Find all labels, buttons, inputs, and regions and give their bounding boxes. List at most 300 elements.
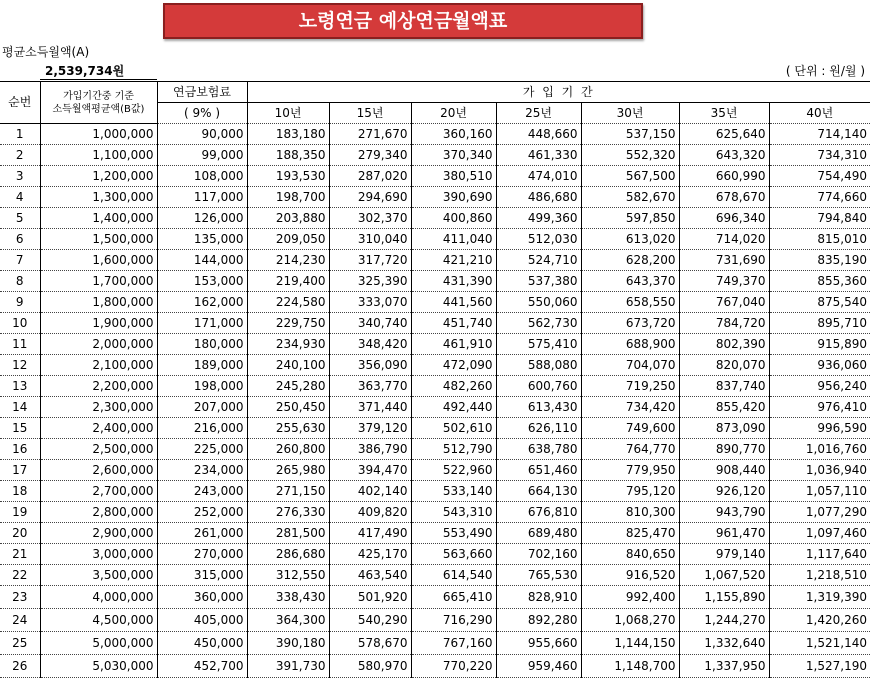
cell-year-30[interactable]: 1,148,700: [581, 655, 679, 678]
header-period: 가 입 기 간: [247, 82, 870, 103]
cell-year-10[interactable]: 224,580: [247, 292, 329, 313]
cell-premium[interactable]: 144,000: [157, 250, 247, 271]
cell-year-35[interactable]: 979,140: [679, 544, 769, 565]
cell-premium[interactable]: 180,000: [157, 334, 247, 355]
cell-year-10[interactable]: 214,230: [247, 250, 329, 271]
table-row: [0, 565, 870, 586]
cell-base-income[interactable]: 1,200,000: [40, 166, 157, 187]
cell-premium[interactable]: 207,000: [157, 397, 247, 418]
cell-year-10[interactable]: 198,700: [247, 187, 329, 208]
cell-year-30[interactable]: 779,950: [581, 460, 679, 481]
cell-year-25[interactable]: 575,410: [496, 334, 581, 355]
cell-year-40[interactable]: 996,590: [769, 418, 870, 439]
cell-year-15[interactable]: 310,040: [329, 229, 411, 250]
cell-year-35[interactable]: 855,420: [679, 397, 769, 418]
cell-year-25[interactable]: 448,660: [496, 124, 581, 145]
header-year-15: 15년: [329, 103, 411, 124]
cell-base-income[interactable]: 5,000,000: [40, 632, 157, 655]
cell-year-15[interactable]: 371,440: [329, 397, 411, 418]
cell-base-income[interactable]: 5,030,000: [40, 655, 157, 678]
cell-no[interactable]: 22: [0, 565, 40, 586]
cell-base-income[interactable]: 1,000,000: [40, 124, 157, 145]
cell-no[interactable]: 23: [0, 586, 40, 609]
cell-year-30[interactable]: 734,420: [581, 397, 679, 418]
cell-premium[interactable]: 162,000: [157, 292, 247, 313]
cell-premium[interactable]: 153,000: [157, 271, 247, 292]
cell-base-income[interactable]: 4,000,000: [40, 586, 157, 609]
table-row: [0, 334, 870, 355]
cell-year-10[interactable]: 188,350: [247, 145, 329, 166]
cell-no[interactable]: 14: [0, 397, 40, 418]
cell-year-30[interactable]: 992,400: [581, 586, 679, 609]
cell-year-25[interactable]: 626,110: [496, 418, 581, 439]
table-row: [0, 250, 870, 271]
cell-no[interactable]: 17: [0, 460, 40, 481]
table-body: [0, 124, 870, 678]
table-row: [0, 313, 870, 334]
cell-year-15[interactable]: 271,670: [329, 124, 411, 145]
table-row: [0, 439, 870, 460]
cell-no[interactable]: 10: [0, 313, 40, 334]
cell-base-income[interactable]: 2,100,000: [40, 355, 157, 376]
cell-year-30[interactable]: 597,850: [581, 208, 679, 229]
cell-year-10[interactable]: 391,730: [247, 655, 329, 678]
cell-premium[interactable]: 360,000: [157, 586, 247, 609]
cell-year-25[interactable]: 765,530: [496, 565, 581, 586]
table-row: [0, 208, 870, 229]
cell-year-10[interactable]: 286,680: [247, 544, 329, 565]
cell-year-35[interactable]: 714,020: [679, 229, 769, 250]
cell-year-40[interactable]: 976,410: [769, 397, 870, 418]
cell-year-10[interactable]: 183,180: [247, 124, 329, 145]
cell-year-30[interactable]: 825,470: [581, 523, 679, 544]
cell-no[interactable]: 13: [0, 376, 40, 397]
cell-year-40[interactable]: 835,190: [769, 250, 870, 271]
cell-year-20[interactable]: 472,090: [411, 355, 496, 376]
cell-year-15[interactable]: 333,070: [329, 292, 411, 313]
cell-year-40[interactable]: 875,540: [769, 292, 870, 313]
cell-year-15[interactable]: 417,490: [329, 523, 411, 544]
cell-year-15[interactable]: 580,970: [329, 655, 411, 678]
cell-year-40[interactable]: 1,521,140: [769, 632, 870, 655]
cell-year-25[interactable]: 689,480: [496, 523, 581, 544]
cell-year-25[interactable]: 562,730: [496, 313, 581, 334]
cell-year-15[interactable]: 501,920: [329, 586, 411, 609]
cell-year-20[interactable]: 543,310: [411, 502, 496, 523]
cell-year-40[interactable]: 1,057,110: [769, 481, 870, 502]
cell-year-10[interactable]: 240,100: [247, 355, 329, 376]
table-row: [0, 397, 870, 418]
cell-year-40[interactable]: 1,077,290: [769, 502, 870, 523]
cell-year-40[interactable]: 936,060: [769, 355, 870, 376]
cell-year-20[interactable]: 390,690: [411, 187, 496, 208]
cell-year-40[interactable]: 1,218,510: [769, 565, 870, 586]
table-row: [0, 145, 870, 166]
cell-premium[interactable]: 126,000: [157, 208, 247, 229]
cell-year-20[interactable]: 441,560: [411, 292, 496, 313]
cell-premium[interactable]: 108,000: [157, 166, 247, 187]
cell-year-30[interactable]: 840,650: [581, 544, 679, 565]
cell-year-20[interactable]: 411,040: [411, 229, 496, 250]
cell-no[interactable]: 25: [0, 632, 40, 655]
cell-year-35[interactable]: 1,337,950: [679, 655, 769, 678]
cell-year-15[interactable]: 302,370: [329, 208, 411, 229]
cell-year-30[interactable]: 552,320: [581, 145, 679, 166]
cell-year-40[interactable]: 915,890: [769, 334, 870, 355]
cell-year-35[interactable]: 873,090: [679, 418, 769, 439]
cell-year-35[interactable]: 767,040: [679, 292, 769, 313]
cell-year-20[interactable]: 770,220: [411, 655, 496, 678]
cell-year-40[interactable]: 1,319,390: [769, 586, 870, 609]
cell-year-10[interactable]: 219,400: [247, 271, 329, 292]
cell-year-25[interactable]: 828,910: [496, 586, 581, 609]
cell-year-30[interactable]: 628,200: [581, 250, 679, 271]
cell-year-40[interactable]: 794,840: [769, 208, 870, 229]
cell-year-30[interactable]: 795,120: [581, 481, 679, 502]
cell-year-10[interactable]: 265,980: [247, 460, 329, 481]
cell-base-income[interactable]: 1,800,000: [40, 292, 157, 313]
cell-year-35[interactable]: 908,440: [679, 460, 769, 481]
cell-year-10[interactable]: 364,300: [247, 609, 329, 632]
avg-income-value[interactable]: 2,539,734원: [45, 64, 125, 78]
cell-no[interactable]: 12: [0, 355, 40, 376]
cell-year-30[interactable]: 613,020: [581, 229, 679, 250]
cell-year-15[interactable]: 394,470: [329, 460, 411, 481]
cell-year-25[interactable]: 588,080: [496, 355, 581, 376]
cell-year-20[interactable]: 400,860: [411, 208, 496, 229]
cell-no[interactable]: 11: [0, 334, 40, 355]
table-row: [0, 166, 870, 187]
table-row: [0, 418, 870, 439]
cell-premium[interactable]: 216,000: [157, 418, 247, 439]
cell-year-10[interactable]: 203,880: [247, 208, 329, 229]
cell-premium[interactable]: 450,000: [157, 632, 247, 655]
cell-year-35[interactable]: 961,470: [679, 523, 769, 544]
cell-year-35[interactable]: 820,070: [679, 355, 769, 376]
table-row: [0, 586, 870, 609]
cell-year-30[interactable]: 916,520: [581, 565, 679, 586]
cell-base-income[interactable]: 1,700,000: [40, 271, 157, 292]
table-row: [0, 632, 870, 655]
cell-year-35[interactable]: 696,340: [679, 208, 769, 229]
cell-year-25[interactable]: 702,160: [496, 544, 581, 565]
cell-year-15[interactable]: 402,140: [329, 481, 411, 502]
cell-year-25[interactable]: 461,330: [496, 145, 581, 166]
cell-year-10[interactable]: 281,500: [247, 523, 329, 544]
cell-base-income[interactable]: 2,600,000: [40, 460, 157, 481]
table-row: [0, 355, 870, 376]
cell-base-income[interactable]: 1,500,000: [40, 229, 157, 250]
table-row: [0, 460, 870, 481]
header-base-line1: 가입기간중 기준: [63, 90, 134, 102]
cell-base-income[interactable]: 3,000,000: [40, 544, 157, 565]
cell-base-income[interactable]: 1,600,000: [40, 250, 157, 271]
cell-year-40[interactable]: 1,117,640: [769, 544, 870, 565]
cell-year-40[interactable]: 774,660: [769, 187, 870, 208]
cell-year-40[interactable]: 754,490: [769, 166, 870, 187]
cell-year-25[interactable]: 638,780: [496, 439, 581, 460]
cell-year-15[interactable]: 425,170: [329, 544, 411, 565]
cell-no[interactable]: 21: [0, 544, 40, 565]
cell-year-25[interactable]: 537,380: [496, 271, 581, 292]
cell-year-40[interactable]: 1,420,260: [769, 609, 870, 632]
cell-year-20[interactable]: 492,440: [411, 397, 496, 418]
cell-year-10[interactable]: 229,750: [247, 313, 329, 334]
cell-year-35[interactable]: 1,332,640: [679, 632, 769, 655]
cell-year-35[interactable]: 784,720: [679, 313, 769, 334]
cell-no[interactable]: 6: [0, 229, 40, 250]
cell-premium[interactable]: 225,000: [157, 439, 247, 460]
cell-year-25[interactable]: 613,430: [496, 397, 581, 418]
cell-year-35[interactable]: 802,390: [679, 334, 769, 355]
avg-income-label: 평균소득월액(A): [2, 45, 90, 59]
cell-no[interactable]: 20: [0, 523, 40, 544]
cell-no[interactable]: 1: [0, 124, 40, 145]
cell-year-25[interactable]: 499,360: [496, 208, 581, 229]
cell-premium[interactable]: 198,000: [157, 376, 247, 397]
cell-premium[interactable]: 261,000: [157, 523, 247, 544]
cell-year-20[interactable]: 522,960: [411, 460, 496, 481]
cell-year-25[interactable]: 959,460: [496, 655, 581, 678]
cell-base-income[interactable]: 2,800,000: [40, 502, 157, 523]
cell-year-15[interactable]: 325,390: [329, 271, 411, 292]
cell-year-10[interactable]: 245,280: [247, 376, 329, 397]
cell-year-10[interactable]: 338,430: [247, 586, 329, 609]
cell-year-10[interactable]: 250,450: [247, 397, 329, 418]
cell-year-30[interactable]: 567,500: [581, 166, 679, 187]
cell-premium[interactable]: 171,000: [157, 313, 247, 334]
cell-year-35[interactable]: 1,244,270: [679, 609, 769, 632]
cell-year-15[interactable]: 340,740: [329, 313, 411, 334]
cell-year-40[interactable]: 1,016,760: [769, 439, 870, 460]
cell-year-25[interactable]: 676,810: [496, 502, 581, 523]
cell-year-20[interactable]: 370,340: [411, 145, 496, 166]
cell-year-15[interactable]: 379,120: [329, 418, 411, 439]
cell-year-15[interactable]: 287,020: [329, 166, 411, 187]
cell-year-35[interactable]: 890,770: [679, 439, 769, 460]
cell-year-25[interactable]: 512,030: [496, 229, 581, 250]
cell-premium[interactable]: 405,000: [157, 609, 247, 632]
cell-base-income[interactable]: 2,000,000: [40, 334, 157, 355]
cell-year-40[interactable]: 895,710: [769, 313, 870, 334]
cell-year-15[interactable]: 463,540: [329, 565, 411, 586]
cell-no[interactable]: 5: [0, 208, 40, 229]
cell-premium[interactable]: 117,000: [157, 187, 247, 208]
cell-year-30[interactable]: 1,068,270: [581, 609, 679, 632]
cell-year-35[interactable]: 943,790: [679, 502, 769, 523]
cell-year-30[interactable]: 810,300: [581, 502, 679, 523]
cell-year-10[interactable]: 193,530: [247, 166, 329, 187]
cell-year-25[interactable]: 892,280: [496, 609, 581, 632]
cell-year-25[interactable]: 486,680: [496, 187, 581, 208]
cell-year-15[interactable]: 540,290: [329, 609, 411, 632]
cell-year-20[interactable]: 380,510: [411, 166, 496, 187]
cell-premium[interactable]: 135,000: [157, 229, 247, 250]
cell-year-10[interactable]: 234,930: [247, 334, 329, 355]
cell-base-income[interactable]: 1,400,000: [40, 208, 157, 229]
table-row: [0, 502, 870, 523]
cell-no[interactable]: 18: [0, 481, 40, 502]
cell-year-20[interactable]: 451,740: [411, 313, 496, 334]
cell-year-35[interactable]: 1,067,520: [679, 565, 769, 586]
cell-year-40[interactable]: 1,036,940: [769, 460, 870, 481]
cell-year-20[interactable]: 512,790: [411, 439, 496, 460]
cell-year-25[interactable]: 955,660: [496, 632, 581, 655]
cell-no[interactable]: 2: [0, 145, 40, 166]
cell-no[interactable]: 16: [0, 439, 40, 460]
cell-premium[interactable]: 252,000: [157, 502, 247, 523]
cell-year-40[interactable]: 956,240: [769, 376, 870, 397]
table-row: [0, 609, 870, 632]
cell-year-20[interactable]: 553,490: [411, 523, 496, 544]
cell-base-income[interactable]: 1,900,000: [40, 313, 157, 334]
cell-year-25[interactable]: 664,130: [496, 481, 581, 502]
cell-premium[interactable]: 270,000: [157, 544, 247, 565]
cell-year-40[interactable]: 714,140: [769, 124, 870, 145]
cell-premium[interactable]: 234,000: [157, 460, 247, 481]
cell-no[interactable]: 4: [0, 187, 40, 208]
cell-no[interactable]: 9: [0, 292, 40, 313]
cell-year-30[interactable]: 643,370: [581, 271, 679, 292]
cell-year-20[interactable]: 533,140: [411, 481, 496, 502]
cell-year-25[interactable]: 550,060: [496, 292, 581, 313]
cell-year-30[interactable]: 704,070: [581, 355, 679, 376]
cell-premium[interactable]: 452,700: [157, 655, 247, 678]
cell-year-25[interactable]: 651,460: [496, 460, 581, 481]
cell-year-25[interactable]: 524,710: [496, 250, 581, 271]
cell-year-35[interactable]: 749,370: [679, 271, 769, 292]
cell-year-15[interactable]: 348,420: [329, 334, 411, 355]
header-no: 순번: [0, 82, 40, 124]
cell-base-income[interactable]: 2,400,000: [40, 418, 157, 439]
table-row: [0, 655, 870, 678]
cell-no[interactable]: 7: [0, 250, 40, 271]
cell-base-income[interactable]: 4,500,000: [40, 609, 157, 632]
cell-year-35[interactable]: 926,120: [679, 481, 769, 502]
cell-year-10[interactable]: 260,800: [247, 439, 329, 460]
cell-year-35[interactable]: 837,740: [679, 376, 769, 397]
cell-year-30[interactable]: 1,144,150: [581, 632, 679, 655]
cell-year-10[interactable]: 276,330: [247, 502, 329, 523]
header-premium: 연금보험료: [157, 82, 247, 103]
cell-year-15[interactable]: 279,340: [329, 145, 411, 166]
cell-year-15[interactable]: 363,770: [329, 376, 411, 397]
cell-base-income[interactable]: 2,200,000: [40, 376, 157, 397]
cell-year-30[interactable]: 658,550: [581, 292, 679, 313]
cell-year-40[interactable]: 815,010: [769, 229, 870, 250]
cell-no[interactable]: 15: [0, 418, 40, 439]
cell-year-40[interactable]: 1,097,460: [769, 523, 870, 544]
cell-premium[interactable]: 243,000: [157, 481, 247, 502]
cell-year-30[interactable]: 582,670: [581, 187, 679, 208]
cell-year-20[interactable]: 482,260: [411, 376, 496, 397]
cell-year-20[interactable]: 502,610: [411, 418, 496, 439]
cell-no[interactable]: 26: [0, 655, 40, 678]
cell-year-15[interactable]: 409,820: [329, 502, 411, 523]
cell-base-income[interactable]: 2,300,000: [40, 397, 157, 418]
header-year-10: 10년: [247, 103, 329, 124]
header-year-30: 30년: [581, 103, 679, 124]
pension-table: [0, 81, 870, 678]
avg-income-underline: [40, 79, 157, 80]
cell-year-15[interactable]: 317,720: [329, 250, 411, 271]
cell-premium[interactable]: 315,000: [157, 565, 247, 586]
header-year-25: 25년: [496, 103, 581, 124]
cell-base-income[interactable]: 2,500,000: [40, 439, 157, 460]
cell-no[interactable]: 24: [0, 609, 40, 632]
cell-year-35[interactable]: 678,670: [679, 187, 769, 208]
cell-year-30[interactable]: 749,600: [581, 418, 679, 439]
table-row: [0, 376, 870, 397]
cell-no[interactable]: 3: [0, 166, 40, 187]
cell-year-25[interactable]: 600,760: [496, 376, 581, 397]
cell-year-30[interactable]: 688,900: [581, 334, 679, 355]
cell-year-20[interactable]: 563,660: [411, 544, 496, 565]
cell-year-20[interactable]: 421,210: [411, 250, 496, 271]
cell-year-30[interactable]: 764,770: [581, 439, 679, 460]
cell-year-20[interactable]: 767,160: [411, 632, 496, 655]
cell-base-income[interactable]: 2,700,000: [40, 481, 157, 502]
cell-year-20[interactable]: 461,910: [411, 334, 496, 355]
cell-year-10[interactable]: 209,050: [247, 229, 329, 250]
cell-no[interactable]: 8: [0, 271, 40, 292]
table-row: [0, 124, 870, 145]
cell-year-20[interactable]: 431,390: [411, 271, 496, 292]
cell-year-40[interactable]: 855,360: [769, 271, 870, 292]
cell-year-10[interactable]: 271,150: [247, 481, 329, 502]
cell-year-20[interactable]: 360,160: [411, 124, 496, 145]
cell-year-15[interactable]: 294,690: [329, 187, 411, 208]
cell-year-15[interactable]: 386,790: [329, 439, 411, 460]
cell-year-20[interactable]: 665,410: [411, 586, 496, 609]
table-row: [0, 187, 870, 208]
cell-year-30[interactable]: 719,250: [581, 376, 679, 397]
cell-premium[interactable]: 189,000: [157, 355, 247, 376]
cell-year-40[interactable]: 1,527,190: [769, 655, 870, 678]
cell-year-10[interactable]: 312,550: [247, 565, 329, 586]
cell-year-15[interactable]: 356,090: [329, 355, 411, 376]
cell-year-35[interactable]: 625,640: [679, 124, 769, 145]
cell-year-20[interactable]: 716,290: [411, 609, 496, 632]
header-row-1: [0, 82, 870, 103]
cell-year-15[interactable]: 578,670: [329, 632, 411, 655]
cell-premium[interactable]: 99,000: [157, 145, 247, 166]
cell-year-20[interactable]: 614,540: [411, 565, 496, 586]
header-base-line2: 소득월액평균액(B값): [52, 103, 145, 115]
cell-year-35[interactable]: 1,155,890: [679, 586, 769, 609]
cell-year-35[interactable]: 660,990: [679, 166, 769, 187]
header-base-income: [40, 82, 157, 124]
header-year-40: 40년: [769, 103, 870, 124]
cell-base-income[interactable]: 1,100,000: [40, 145, 157, 166]
header-premium-rate: ( 9% ): [157, 103, 247, 124]
cell-base-income[interactable]: 3,500,000: [40, 565, 157, 586]
cell-year-10[interactable]: 390,180: [247, 632, 329, 655]
cell-year-35[interactable]: 643,320: [679, 145, 769, 166]
cell-year-30[interactable]: 673,720: [581, 313, 679, 334]
cell-year-35[interactable]: 731,690: [679, 250, 769, 271]
table-row: [0, 481, 870, 502]
cell-no[interactable]: 19: [0, 502, 40, 523]
cell-base-income[interactable]: 2,900,000: [40, 523, 157, 544]
cell-base-income[interactable]: 1,300,000: [40, 187, 157, 208]
cell-year-30[interactable]: 537,150: [581, 124, 679, 145]
cell-premium[interactable]: 90,000: [157, 124, 247, 145]
cell-year-25[interactable]: 474,010: [496, 166, 581, 187]
cell-year-40[interactable]: 734,310: [769, 145, 870, 166]
table-row: [0, 292, 870, 313]
cell-year-10[interactable]: 255,630: [247, 418, 329, 439]
